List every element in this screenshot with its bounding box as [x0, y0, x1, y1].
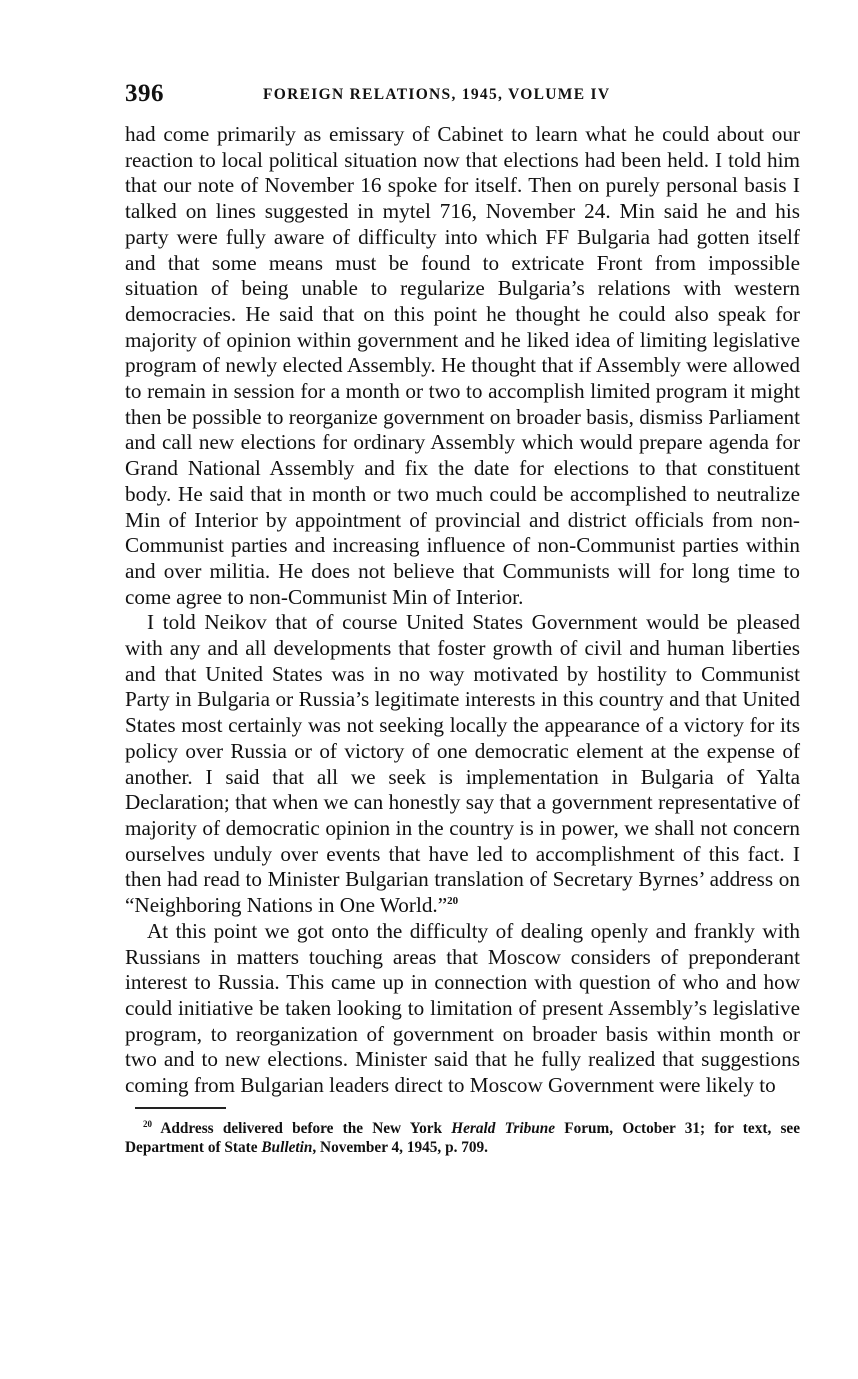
- footnote-divider: [135, 1107, 226, 1109]
- body-text: [125, 122, 800, 1099]
- document-page: [125, 80, 800, 1158]
- running-head: [125, 80, 800, 112]
- footnote-reference[interactable]: 20: [447, 895, 459, 908]
- paragraph-3: At this point we got onto the difficulty of dealing openly and frankly with Russians in matters touching areas that Moscow considers of preponderant interest to Russia. This came up in connection with question of who and how could initiative be taken looking to limitation of present Assembly’s legislative program, to reorganization of government on broader basis within month or two and to new elections. Minister said that he fully realized that suggestions coming from Bulgarian leaders direct to Moscow Government were likely to: [125, 918, 800, 1098]
- footnote-text-3: , November 4, 1945, p. 709.: [312, 1139, 488, 1157]
- footnote-marker: 20: [143, 1118, 152, 1129]
- footnote-20: [125, 1119, 800, 1158]
- footnote-text-2: Forum, October 31; for text, see Department of State: [125, 1119, 800, 1157]
- footnotes: [125, 1119, 800, 1158]
- paragraph-2-text: I told Neikov that of course United States Government would be pleased with any and all developments that foster growth of civil and human liberties and that United States was in no way motivated by hostility to Communist Party in Bulgaria or Russia’s legitimate interests in this country and that United States most certainly was not seeking locally the appearance of a victory for its policy over Russia or of victory of one democratic element at the expense of another. I said that all we seek is implementation in Bulgaria of Yalta Declaration; that when we can honestly say that a government representative of majority of democratic opinion in the country is in power, we shall not concern ourselves unduly over events that have led to accomplishment of this fact. I then had read to Minister Bulgarian translation of Secretary Byrnes’ address on “Neighboring Nations in One World.”: [125, 610, 800, 918]
- footnote-italic-herald-tribune: Herald Tribune: [451, 1119, 556, 1137]
- paragraph-2: [125, 610, 800, 918]
- page-number: 396: [125, 80, 164, 107]
- paragraph-1: had come primarily as emissary of Cabinet to learn what he could about our reaction to local political situation now that elections had been held. I told him that our note of November 16 spoke for itself. Then on purely personal basis I talked on lines suggested in mytel 716, November 24. Min said he and his party were fully aware of difficulty into which FF Bulgaria had gotten itself and that some means must be found to extricate Front from impossible situation of being unable to regularize Bulgaria’s relations with western democracies. He said that on this point he thought he could also speak for majority of opinion within government and he liked idea of limiting legislative program of newly elected Assembly. He thought that if Assembly were allowed to remain in session for a month or two to accomplish limited program it might then be possible to reorganize government on broader basis, dismiss Parliament and call new elections for ordinary Assembly which would prepare agenda for Grand National Assembly and fix the date for elections to that constituent body. He said that in month or two much could be accomplished to neutralize Min of Interior by appointment of provincial and district officials from non-Communist parties and increasing influence of non-Communist parties within and over militia. He does not believe that Communists will for long time to come agree to non-Communist Min of Interior.: [125, 122, 800, 609]
- footnote-text-1: Address delivered before the New York: [160, 1119, 452, 1137]
- footnote-italic-bulletin: Bulletin: [261, 1139, 313, 1157]
- running-title: FOREIGN RELATIONS, 1945, VOLUME IV: [263, 86, 611, 103]
